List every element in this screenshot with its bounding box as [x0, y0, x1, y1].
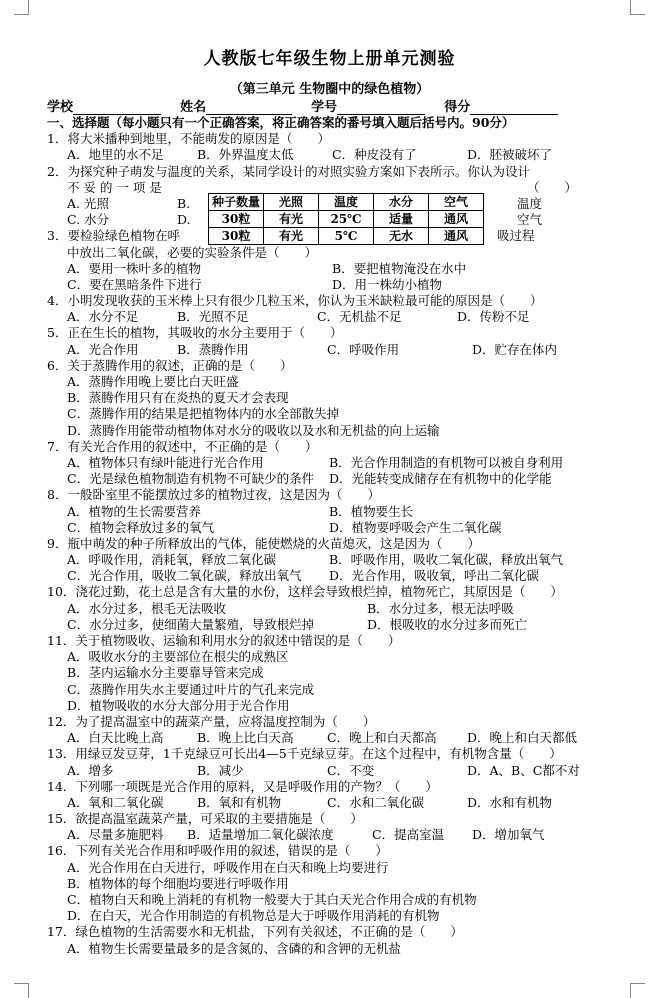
question-stem: 3．要检验绿色植物在呼 吸过程 [47, 228, 535, 244]
table-cell: 无水 [374, 228, 429, 245]
option-c: C．不变 [327, 762, 375, 778]
school-field[interactable] [73, 101, 161, 115]
option-c: C．植物会释放过多的氧气 [67, 519, 215, 535]
option-d-value: 空气 [517, 212, 543, 228]
option-a: A．吸收水分的主要部位在根尖的成熟区 [67, 649, 289, 665]
option-d: D．A、B、C都不对 [467, 762, 580, 778]
option-c: C．种皮没有了 [332, 147, 417, 163]
option-a: A．呼吸作用，消耗氧，释放二氧化碳 [67, 552, 277, 568]
option-d: D．光合作用，吸收氧，呼出二氧化碳 [329, 568, 540, 584]
option-d: D．水和有机物 [467, 794, 553, 810]
table-header: 光照 [264, 194, 319, 211]
score-label: 得分 [444, 100, 471, 115]
option-b: B．呼吸作用，吸收二氧化碳，释放出氧气 [329, 552, 564, 568]
option-c: C．要在黑暗条件下进行 [67, 276, 202, 292]
experiment-table [208, 193, 484, 245]
option-b: B．晚上比白天高 [197, 730, 294, 746]
table-cell: 25℃ [319, 211, 374, 228]
table-cell: 有光 [264, 228, 319, 245]
question-stem: 8．一般卧室里不能摆放过多的植物过夜，这是因为（ ） [47, 487, 380, 503]
name-label: 姓名 [180, 100, 207, 115]
answer-paren: （ ） [527, 179, 578, 195]
student-info-row [47, 96, 558, 115]
option-d: D．用一株幼小植物 [332, 276, 443, 292]
table-row [209, 228, 484, 245]
option-b: B．水分过多，根无法呼吸 [367, 600, 514, 616]
option-b: B．茎内运输水分主要靠导管来完成 [67, 665, 264, 681]
option-d: D. [177, 212, 191, 228]
option-b: B．外界温度太低 [197, 147, 294, 163]
option-a: A．植物的生长需要营养 [67, 503, 202, 519]
question-stem: 14．下列哪一项既是光合作用的原料，又是呼吸作用的产物？（ ） [47, 778, 438, 794]
table-cell: 适量 [374, 211, 429, 228]
option-a: A．水分不足 [67, 309, 139, 325]
option-a: A．水分过多，根毛无法吸收 [67, 600, 227, 616]
question-stem: 11．关于植物吸收、运输和利用水分的叙述中错误的是（ ） [47, 633, 401, 648]
option-d: D．在白天，光合作用制造的有机物总是大于呼吸作用消耗的有机物 [67, 908, 440, 924]
option-row [47, 261, 607, 277]
option-a: A．光合作用在白天进行，呼吸作用在白天和晚上均要进行 [67, 859, 389, 875]
option-b: B．蒸腾作用 [177, 341, 249, 357]
question-stem: 5．正在生长的植物，其吸收的水分主要用于（ ） [47, 325, 343, 341]
option-a: A．氧和二氧化碳 [67, 794, 164, 810]
corner-mark-top-right [630, 0, 645, 15]
table-header: 温度 [319, 194, 374, 211]
option-a: A．地里的水不足 [67, 147, 164, 163]
option-d: D．植物要呼吸会产生二氧化碳 [329, 519, 502, 535]
question-stem: 13．用绿豆发豆芽，1千克绿豆可长出4—5千克绿豆芽。在这个过程中，有机物含量（ ） [47, 746, 562, 762]
table-cell: 30粒 [209, 211, 264, 228]
option-row [47, 730, 607, 746]
corner-mark-bottom-left [14, 983, 29, 998]
option-b: B．植物体的每个细胞均要进行呼吸作用 [67, 875, 289, 891]
option-d: D．植物吸收的水分大部分用于光合作用 [67, 697, 290, 713]
table-cell: 有光 [264, 211, 319, 228]
option-a: A．蒸腾作用晚上要比白天旺盛 [67, 374, 239, 389]
question-stem: 15．欲提高温室蔬菜产量，可采取的主要措施是（ ） [47, 811, 363, 827]
question-stem: 16．下列有关光合作用和呼吸作用的叙述，错误的是（ ） [47, 843, 388, 859]
option-b: B．植物要生长 [329, 503, 414, 519]
option-b: B．适量增加二氧化碳浓度 [187, 827, 334, 843]
score-field[interactable] [470, 101, 558, 115]
option-b: B．减少 [197, 762, 244, 778]
name-field[interactable] [206, 101, 292, 115]
question-stem: 4．小明发现收获的玉米棒上只有很少几粒玉米，你认为玉米缺粒最可能的原因是（ ） [47, 293, 543, 309]
option-c: C．水和二氧化碳 [327, 794, 425, 810]
table-cell: 通风 [429, 211, 484, 228]
option-row [47, 552, 607, 568]
student-id-label: 学号 [311, 100, 338, 115]
option-row [47, 601, 607, 617]
option-a: A．植物体只有绿叶能进行光合作用 [67, 454, 264, 470]
option-c: C．提高室温 [372, 827, 445, 843]
table-cell: 通风 [429, 228, 484, 245]
question-stem-continued: 不 妥 的 一 项 是 （ ） [67, 179, 578, 195]
option-row [47, 504, 607, 520]
table-row [209, 211, 484, 228]
question-stem: 2．为探究种子萌发与温度的关系，某同学设计的对照实验方案如下表所示。你认为设计 [47, 163, 530, 179]
table-cell: 30粒 [209, 228, 264, 245]
question-fragment: 吸过程 [497, 228, 535, 244]
option-a: A．增多 [67, 762, 114, 778]
option-c: C. 水分 [67, 212, 110, 228]
question-stem: 17．绿色植物的生活需要水和无机盐，下列有关叙述，不正确的是（ ） [47, 924, 463, 940]
table-header-row [209, 194, 484, 211]
option-c: C．蒸腾作用的结果是把植物体内的水全部散失掉 [67, 406, 340, 422]
option-d: D．根吸收的水分过多而死亡 [367, 616, 528, 632]
question-stem-continued: 中放出二氧化碳，必要的实验条件是（ ） [67, 244, 318, 260]
section-heading: 一、选择题（每小题只有一个正确答案，将正确答案的番号填入题后括号内。90分） [47, 115, 515, 130]
option-a: A. 光照 [67, 195, 109, 211]
corner-mark-bottom-right [630, 983, 645, 998]
student-id-field[interactable] [337, 101, 425, 115]
option-b: B．光照不足 [177, 309, 249, 325]
option-c: C．植物白天和晚上消耗的有机物一般要大于其白天光合作用合成的有机物 [67, 892, 477, 907]
page-subtitle: （第三单元 生物圈中的绿色植物） [229, 82, 430, 97]
option-d: D．传粉不足 [457, 309, 530, 325]
school-label: 学校 [47, 100, 74, 115]
option-row [47, 471, 607, 487]
option-row [47, 568, 607, 584]
question-stem: 9．瓶中萌发的种子所释放出的气体，能使燃烧的火苗熄灭，这是因为（ ） [47, 535, 480, 551]
option-b: B．氧和有机物 [197, 794, 282, 810]
option-row [47, 520, 607, 536]
option-d: D．增加氧气 [472, 827, 545, 843]
option-a: A．要用一株叶多的植物 [67, 260, 202, 276]
option-c: C．光合作用，吸收二氧化碳，释放出氧气 [67, 568, 302, 584]
corner-mark-top-left [14, 0, 29, 15]
option-row [47, 309, 607, 325]
option-row [47, 277, 607, 293]
page-title: 人教版七年级生物上册单元测验 [203, 49, 456, 69]
table-header: 种子数量 [209, 194, 264, 211]
option-c: C．水分过多，使细菌大量繁殖，导致根烂掉 [67, 616, 315, 632]
option-c: C．蒸腾作用失水主要通过叶片的气孔来完成 [67, 681, 315, 697]
option-d: D．胚被破坏了 [467, 147, 553, 163]
option-b: B. [177, 195, 191, 211]
option-c: C．无机盐不足 [317, 309, 402, 325]
option-a: A．光合作用 [67, 341, 139, 357]
option-c: C．晚上和白天都高 [327, 730, 437, 746]
option-d: D．蒸腾作用能带动植物体对水分的吸收以及水和无机盐的向上运输 [67, 422, 440, 438]
question-stem: 12．为了提高温室中的蔬菜产量，应将温度控制为（ ） [47, 713, 376, 729]
option-a: A．植物生长需要量最多的是含氮的、含磷的和含钾的无机盐 [67, 940, 402, 956]
option-d: D．晚上和白天都低 [467, 730, 578, 746]
option-d: D．光能转变成储存在有机物中的化学能 [329, 471, 552, 487]
option-row [47, 795, 607, 811]
table-header: 空气 [429, 194, 484, 211]
option-row [47, 617, 607, 633]
table-cell: 5℃ [319, 228, 374, 245]
option-row [47, 147, 607, 163]
question-stem: 10．浇花过勤，花土总是含有大量的水份，这样会导致根烂掉，植物死亡，其原因是（ ） [47, 584, 563, 600]
option-b: B．蒸腾作用只有在炎热的夏天才会表现 [67, 390, 289, 406]
option-c: C．呼吸作用 [327, 341, 400, 357]
option-row [47, 763, 607, 779]
option-row [47, 827, 607, 843]
option-b: B．光合作用制造的有机物可以被自身利用 [329, 454, 564, 470]
option-a: A．尽量多施肥料 [67, 827, 164, 843]
option-row [47, 455, 607, 471]
question-stem: 7．有关光合作用的叙述中，不正确的是（ ） [47, 438, 318, 454]
question-stem: 6．关于蒸腾作用的叙述，正确的是（ ） [47, 357, 293, 373]
table-header: 水分 [374, 194, 429, 211]
option-c: C．光是绿色植物制造有机物不可缺少的条件 [67, 471, 315, 487]
option-a: A．白天比晚上高 [67, 730, 164, 746]
option-b-value: 温度 [517, 195, 543, 211]
option-b: B．要把植物淹没在水中 [332, 260, 467, 276]
question-stem: 1．将大米播种到地里，不能萌发的原因是（ ） [47, 131, 330, 147]
option-d: D．贮存在体内 [472, 341, 558, 357]
option-row [47, 342, 607, 358]
